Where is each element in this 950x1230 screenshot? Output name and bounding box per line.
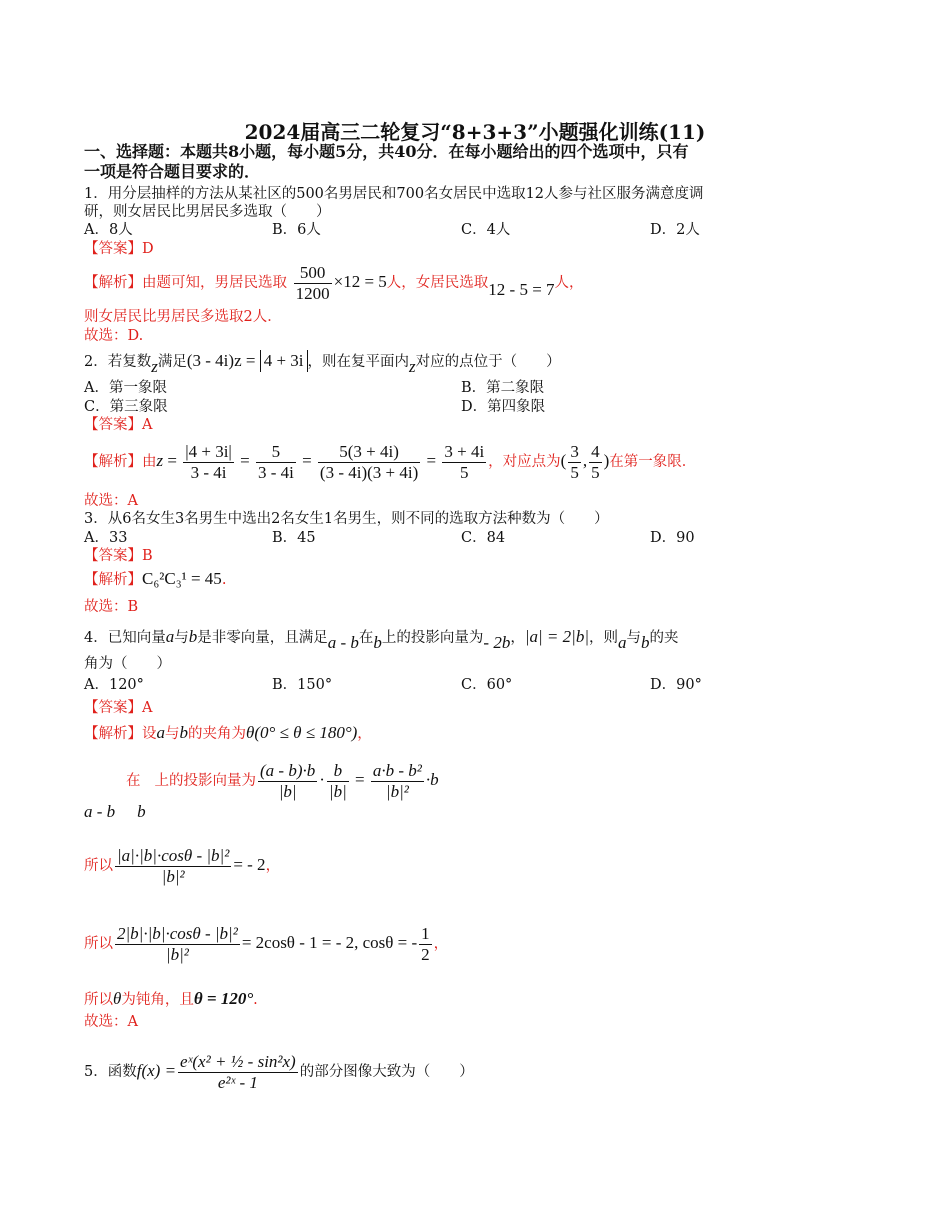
q4-vec-a-2: a [618,633,627,652]
q2-analysis-z: z [156,451,164,470]
q2-pt-d1: 5 [570,462,579,482]
therefore-label: 故选： [84,599,128,615]
q2-var-z-2: z [409,357,416,376]
q1-analysis-text-3: 人， [554,275,584,291]
q1-analysis-text-2: 人，女居民选取 [386,275,489,291]
q3-option-d: D．90 [650,530,695,546]
q4-l5-c: θ = 120° [193,989,254,1008]
q2-analysis-line: 【解析】由z = $\frac{|4 + 3i|}{3 - 4i}$ = $\frac{5}{3 - 4i}$ = $\frac{5(3 + 4i)}{(3 - 4i)(3 + 4i)}$ = $\frac{3 + 4i}{5}$ ，对应点为( $\frac{3}{5}$ , $\frac{4}{5}$ )在第一象限． [84,441,697,482]
q1-option-a: A．8人 [84,222,133,238]
answer-label: 【答案】 [84,241,142,257]
q3-expression: C₆²C₃¹ = 45 [142,569,222,588]
q2-fraction-4 [442,442,486,483]
q4-l2-f2-den: |b| [328,781,347,801]
q1-fraction [294,263,332,304]
q2-fraction-3 [318,442,420,483]
q4-vec-b-2: b [373,633,382,652]
q2-answer [84,416,152,434]
q4-analysis-line-1 [84,722,372,745]
q4-l2-f3-num: a·b - b² [372,760,422,780]
q1-choice-value: D. [127,328,144,344]
q4-l4-den: |b|² [165,944,189,964]
q2-equation-abs: 4 + 3i [260,350,308,372]
q2-text-b: 满足 [157,354,187,370]
q2-equation-left: (3 - 4i)z = [186,351,260,370]
q2-point-y [589,442,602,483]
q3-option-a: A．33 [84,530,128,546]
analysis-label: 【解析】 [84,726,142,742]
q5-text [84,1040,474,1103]
q3-answer [84,547,153,565]
q2-option-a: A．第一象限 [84,380,167,396]
q2-option-b: B．第二象限 [461,380,545,396]
q5-t1: 5．函数 [84,1064,137,1080]
q4-l5-b: 为钝角，且 [121,992,194,1008]
q3-choice-value: B [127,599,139,615]
q3-dot: . [221,572,227,588]
answer-label: 【答案】 [84,548,142,564]
q3-answer-value: B [142,548,153,564]
q4-t9: 的夹 [649,630,679,646]
q4-t4: 在 [358,630,374,646]
q4-l5-theta: θ [113,989,122,1008]
q4-t1: 4．已知向量 [84,630,166,646]
q4-l2-fraction-2 [327,761,349,802]
q5-t2: 的部分图像大致为（ ） [299,1064,474,1080]
q4-l2b-b: b [137,802,146,821]
section-heading-line-1: 一、选择题：本题共8小题，每小题5分，共40分．在每小题给出的四个选项中，只有 [84,142,689,161]
q1-text-line-2: 研，则女居民比男居民多选取（ ） [84,204,331,220]
q4-option-d: D．90° [650,677,702,693]
q4-l2-tail: ·b [425,770,439,789]
q4-choice [84,1013,138,1031]
q4-analysis-line-3 [84,834,280,897]
q4-l2-f1-den: |b| [278,781,297,801]
q2-choice [84,492,138,510]
q4-ana-b: b [179,723,188,742]
q2-f1-den: 3 - 4i [190,462,227,482]
analysis-label: 【解析】 [84,454,142,470]
q4-option-c: C．60° [461,677,513,693]
analysis-label: 【解析】 [84,572,142,588]
q2-f3-num: 5(3 + 4i) [318,442,420,463]
section-heading-line-2: 一项是符合题目要求的． [84,162,261,181]
therefore-label: 故选： [84,493,128,509]
q5-fraction [178,1052,298,1093]
q4-vec-a-minus-b: a - b [327,633,359,652]
q2-f1-num: |4 + 3i| [185,441,232,461]
q1-option-c: C．4人 [461,222,511,238]
q3-option-b: B．45 [272,530,316,546]
q4-analysis-line-4 [84,912,448,975]
q4-l4-fraction [115,924,240,965]
q2-option-d: D．第四象限 [461,399,546,415]
q5-fx: f(x) = [136,1061,177,1080]
q4-so-2: 所以 [84,936,113,952]
q2-text-a: 2．若复数 [84,354,152,370]
q2-f4-den: 5 [460,462,469,482]
q4-text-line-1 [84,625,679,650]
q4-condition: |a| = 2|b| [524,627,589,646]
q4-l3-comma: ， [265,858,281,874]
q4-analysis-line-5 [84,990,258,1009]
q4-l3-eq: = - 2 [233,855,266,874]
q4-ana3: 的夹角为 [188,726,246,742]
analysis-label: 【解析】 [84,275,142,291]
q1-expression: ×12 = 5 [333,272,387,291]
q3-option-c: C．84 [461,530,506,546]
q2-choice-value: A [127,493,138,509]
q1-fraction-denominator: 1200 [295,283,330,303]
q1-option-d: D．2人 [650,222,700,238]
q2-f2-den: 3 - 4i [257,462,294,482]
therefore-label: 故选： [84,328,128,344]
q4-text-line-2: 角为（ ） [84,656,171,672]
q2-point-x [568,442,581,483]
q4-l3-num: |a|·|b|·cosθ - |b|² [117,845,230,865]
q1-fraction-numerator: 500 [294,263,332,284]
q4-l2b-amb: a - b [84,802,116,821]
q2-text-d: 对应的点位于（ ） [415,354,561,370]
q2-answer-value: A [142,417,153,433]
q2-fraction-2 [256,442,296,483]
q4-l3-den: |b|² [161,866,185,886]
answer-label: 【答案】 [84,417,142,433]
therefore-label: 故选： [84,1014,128,1030]
q4-t5: 上的投影向量为 [381,630,484,646]
q2-f2-num: 5 [256,442,296,463]
q4-l4-num: 2|b|·|b|·cosθ - |b|² [117,923,238,943]
q4-ana2: 与 [165,726,180,742]
q4-l2-f2-num: b [327,761,349,782]
q4-l2-fraction-3 [371,761,424,802]
q1-expression-2: 12 - 5 = 7 [488,280,555,299]
q4-t3: 是非零向量，且满足 [197,630,328,646]
q3-choice [84,598,138,616]
q4-analysis-line-2b [84,803,146,822]
q4-answer [84,699,152,717]
q4-theta-range: θ(0° ≤ θ ≤ 180°) [246,723,358,742]
q2-fraction-1 [183,442,234,483]
q5-den: e²ˣ - 1 [217,1072,258,1092]
q4-l4-comma: ， [433,936,449,952]
q4-t6: ， [510,630,525,646]
q1-answer-value: D [142,241,154,257]
q4-analysis-line-2: 在 上的投影向量为 $\frac{(a - b)\cdot b}{|b|}$ · $\frac{b}{|b|}$ = $\frac{\text{a·b - b²}}{\text{|b|²}}$ ·b [126,760,439,801]
q2-analysis-mid: ，对应点为 [488,454,561,470]
q1-option-b: B．6人 [272,222,321,238]
q4-l2-f3-den: |b|² [385,781,409,801]
q4-l4-half-n: 1 [421,923,430,943]
q2-text-c: ，则在复平面内 [307,354,410,370]
q4-t8: 与 [626,630,641,646]
q4-option-b: B．150° [272,677,333,693]
q4-so-1: 所以 [84,858,113,874]
q2-analysis-pre: 由 [142,454,157,470]
q4-vec-b: b [188,627,198,646]
q2-f3-den: (3 - 4i)(3 + 4i) [319,462,419,482]
q2-analysis-end: 在第一象限． [609,454,697,470]
q2-var-z: z [151,357,158,376]
q2-pt-n1: 3 [570,441,579,461]
q4-answer-value: A [142,700,153,716]
q4-l5-a: 所以 [84,992,113,1008]
q4-l2-proj: 上的投影向量为 [154,773,256,789]
q4-l2-fraction-1 [258,761,317,802]
q2-pt-d2: 5 [591,462,600,482]
q4-ana-a: a [156,723,165,742]
q1-analysis-text: 由题可知，男居民选取 [142,275,287,291]
page-title: 2024届高三二轮复习“8+3+3”小题强化训练(11) [244,120,706,144]
q4-l3-fraction [115,846,231,887]
q4-ana1: 设 [142,726,157,742]
q1-text-line-1: 1．用分层抽样的方法从某社区的500名男居民和700名女居民中选取12人参与社区服务满意度调 [84,186,704,202]
q4-vec-a: a [165,627,175,646]
q3-text: 3．从6名女生3名男生中选出2名女生1名男生，则不同的选取方法种数为（ ） [84,511,609,527]
q5-num: eˣ(x² + ½ - sin²x) [180,1051,296,1071]
q4-option-a: A．120° [84,677,144,693]
q4-l4-half [419,924,432,965]
q4-l5-d: . [253,992,258,1008]
q4-t7: ，则 [589,630,618,646]
q4-l4-eq: = 2cosθ - 1 = - 2, cosθ = - [241,933,418,952]
q4-choice-value: A [127,1014,138,1030]
q1-analysis-line-1 [84,262,584,304]
q4-t2: 与 [174,630,189,646]
q3-analysis [84,570,226,589]
q4-projection: - 2b [483,633,511,652]
q4-ana4: ， [357,726,372,742]
q2-text [84,350,561,376]
q4-vec-b-3: b [641,633,650,652]
q2-option-c: C．第三象限 [84,399,168,415]
q4-l4-half-d: 2 [421,944,430,964]
q1-answer [84,240,154,258]
q1-analysis-line-2: 则女居民比男居民多选取2人． [84,309,282,325]
q2-pt-n2: 4 [591,441,600,461]
q4-l2-f1-num: (a - b)·b [260,760,316,780]
q4-l2-in: 在 [126,773,141,789]
answer-label: 【答案】 [84,700,142,716]
q1-choice [84,327,143,345]
q2-f4-num: 3 + 4i [444,441,485,461]
